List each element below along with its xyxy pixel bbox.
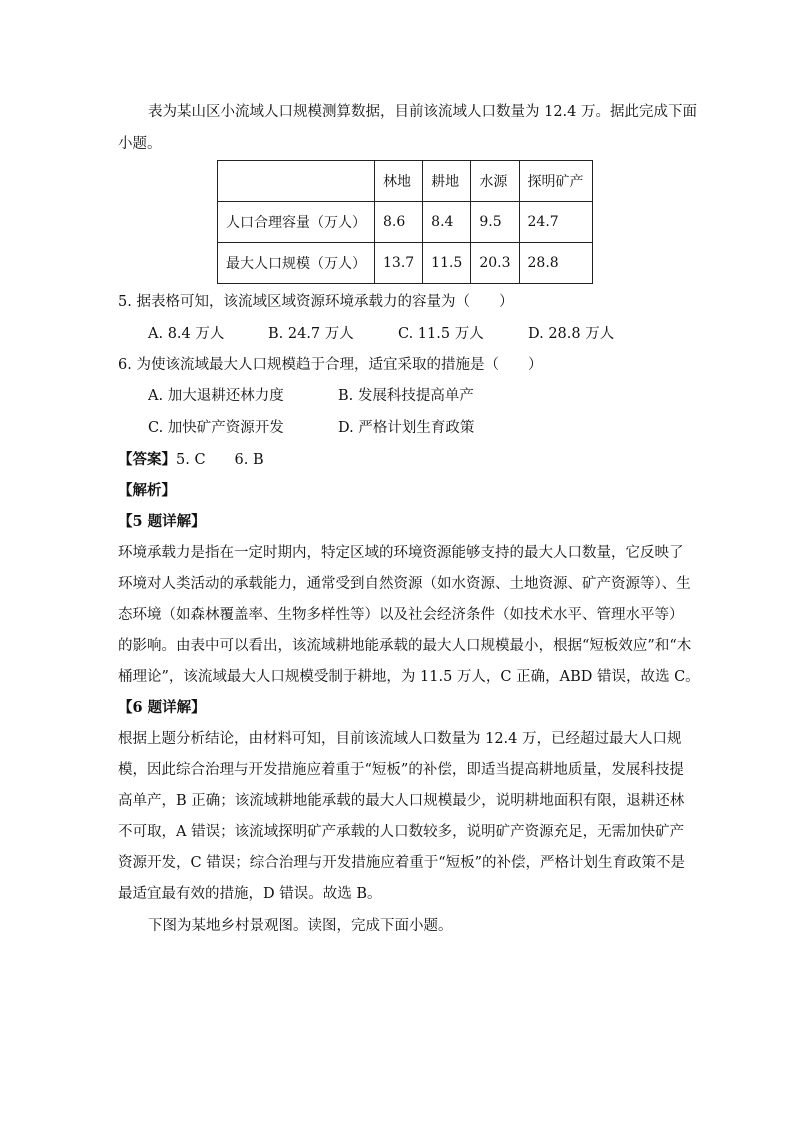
question-5-option-b: B. 24.7 万人: [268, 326, 354, 342]
intro-line-1: 表为某山区小流域人口规模测算数据，目前该流域人口数量为 12.4 万。据此完成下面: [148, 104, 698, 120]
answer-text: 5. C 6. B: [176, 452, 264, 468]
question-5-stem: 5. 据表格可知，该流域区域资源环境承载力的容量为（ ）: [118, 294, 514, 310]
question-5-option-a: A. 8.4 万人: [148, 326, 225, 342]
table-header-cell: 耕地: [423, 161, 471, 202]
question-5-detail-line: 环境对人类活动的承载能力，通常受到自然资源（如水资源、土地资源、矿产资源等）、生: [118, 576, 691, 592]
table-cell: 最大人口规模（万人）: [218, 243, 375, 284]
question-6-detail-line: 根据上题分析结论，由材料可知，目前该流域人口数量为 12.4 万，已经超过最大人口规: [118, 731, 682, 747]
table-header-cell: 水源: [471, 161, 519, 202]
question-6-detail-label: 【6 题详解】: [118, 699, 206, 716]
table-cell: 28.8: [519, 243, 592, 284]
question-6-detail-line: 最适宜最有效的措施，D 错误。故选 B。: [118, 886, 382, 902]
table-cell: 8.6: [375, 202, 423, 243]
question-6-detail-line: 资源开发，C 错误；综合治理与开发措施应着重于“短板”的补偿，严格计划生育政策不是: [118, 855, 686, 871]
question-5-detail-line: 环境承载力是指在一定时期内，特定区域的环境资源能够支持的最大人口数量，它反映了: [118, 545, 684, 561]
table-row: [218, 243, 593, 284]
table-header-cell: 林地: [375, 161, 423, 202]
question-5-option-c: C. 11.5 万人: [398, 326, 484, 342]
question-6-detail-line: 模，因此综合治理与开发措施应着重于“短板”的补偿，即适当提高耕地质量，发展科技提: [118, 762, 684, 778]
question-5-detail-line: 态环境（如森林覆盖率、生物多样性等）以及社会经济条件（如技术水平、管理水平等）: [118, 607, 684, 623]
table-cell: 8.4: [423, 202, 471, 243]
analysis-label: 【解析】: [118, 482, 176, 499]
question-6-stem: 6. 为使该流域最大人口规模趋于合理，适宜采取的措施是（ ）: [118, 357, 543, 373]
question-6-option-b: B. 发展科技提高单产: [338, 388, 474, 404]
table-row: [218, 202, 593, 243]
next-section-intro: 下图为某地乡村景观图。读图，完成下面小题。: [148, 918, 453, 934]
table-cell: 24.7: [519, 202, 592, 243]
table-cell: 人口合理容量（万人）: [218, 202, 375, 243]
table-header-cell: [218, 161, 375, 202]
question-6-option-d: D. 严格计划生育政策: [338, 420, 475, 436]
answer-line: [118, 450, 264, 470]
table-cell: 11.5: [423, 243, 471, 284]
question-5-detail-label: 【5 题详解】: [118, 513, 206, 530]
intro-line-2: 小题。: [118, 136, 162, 152]
question-5-option-d: D. 28.8 万人: [528, 326, 615, 342]
question-6-option-c: C. 加快矿产资源开发: [148, 420, 284, 436]
question-6-detail-line: 高单产，B 正确；该流域耕地能承载的最大人口规模最少，说明耕地面积有限，退耕还林: [118, 793, 685, 809]
table-cell: 9.5: [471, 202, 519, 243]
population-table: [217, 160, 593, 284]
question-5-detail-line: 桶理论”，该流域最大人口规模受制于耕地，为 11.5 万人，C 正确，ABD 错误，故选 C。: [118, 669, 700, 685]
table-cell: 20.3: [471, 243, 519, 284]
question-6-detail-line: 不可取，A 错误；该流域探明矿产承载的人口数较多，说明矿产资源充足，无需加快矿产: [118, 824, 685, 840]
table-header-row: [218, 161, 593, 202]
answer-label: 【答案】: [118, 451, 176, 468]
table-header-cell: 探明矿产: [519, 161, 592, 202]
question-5-detail-line: 的影响。由表中可以看出，该流域耕地能承载的最大人口规模最小，根据“短板效应”和“木: [118, 638, 692, 654]
table-cell: 13.7: [375, 243, 423, 284]
question-6-option-a: A. 加大退耕还林力度: [148, 388, 284, 404]
